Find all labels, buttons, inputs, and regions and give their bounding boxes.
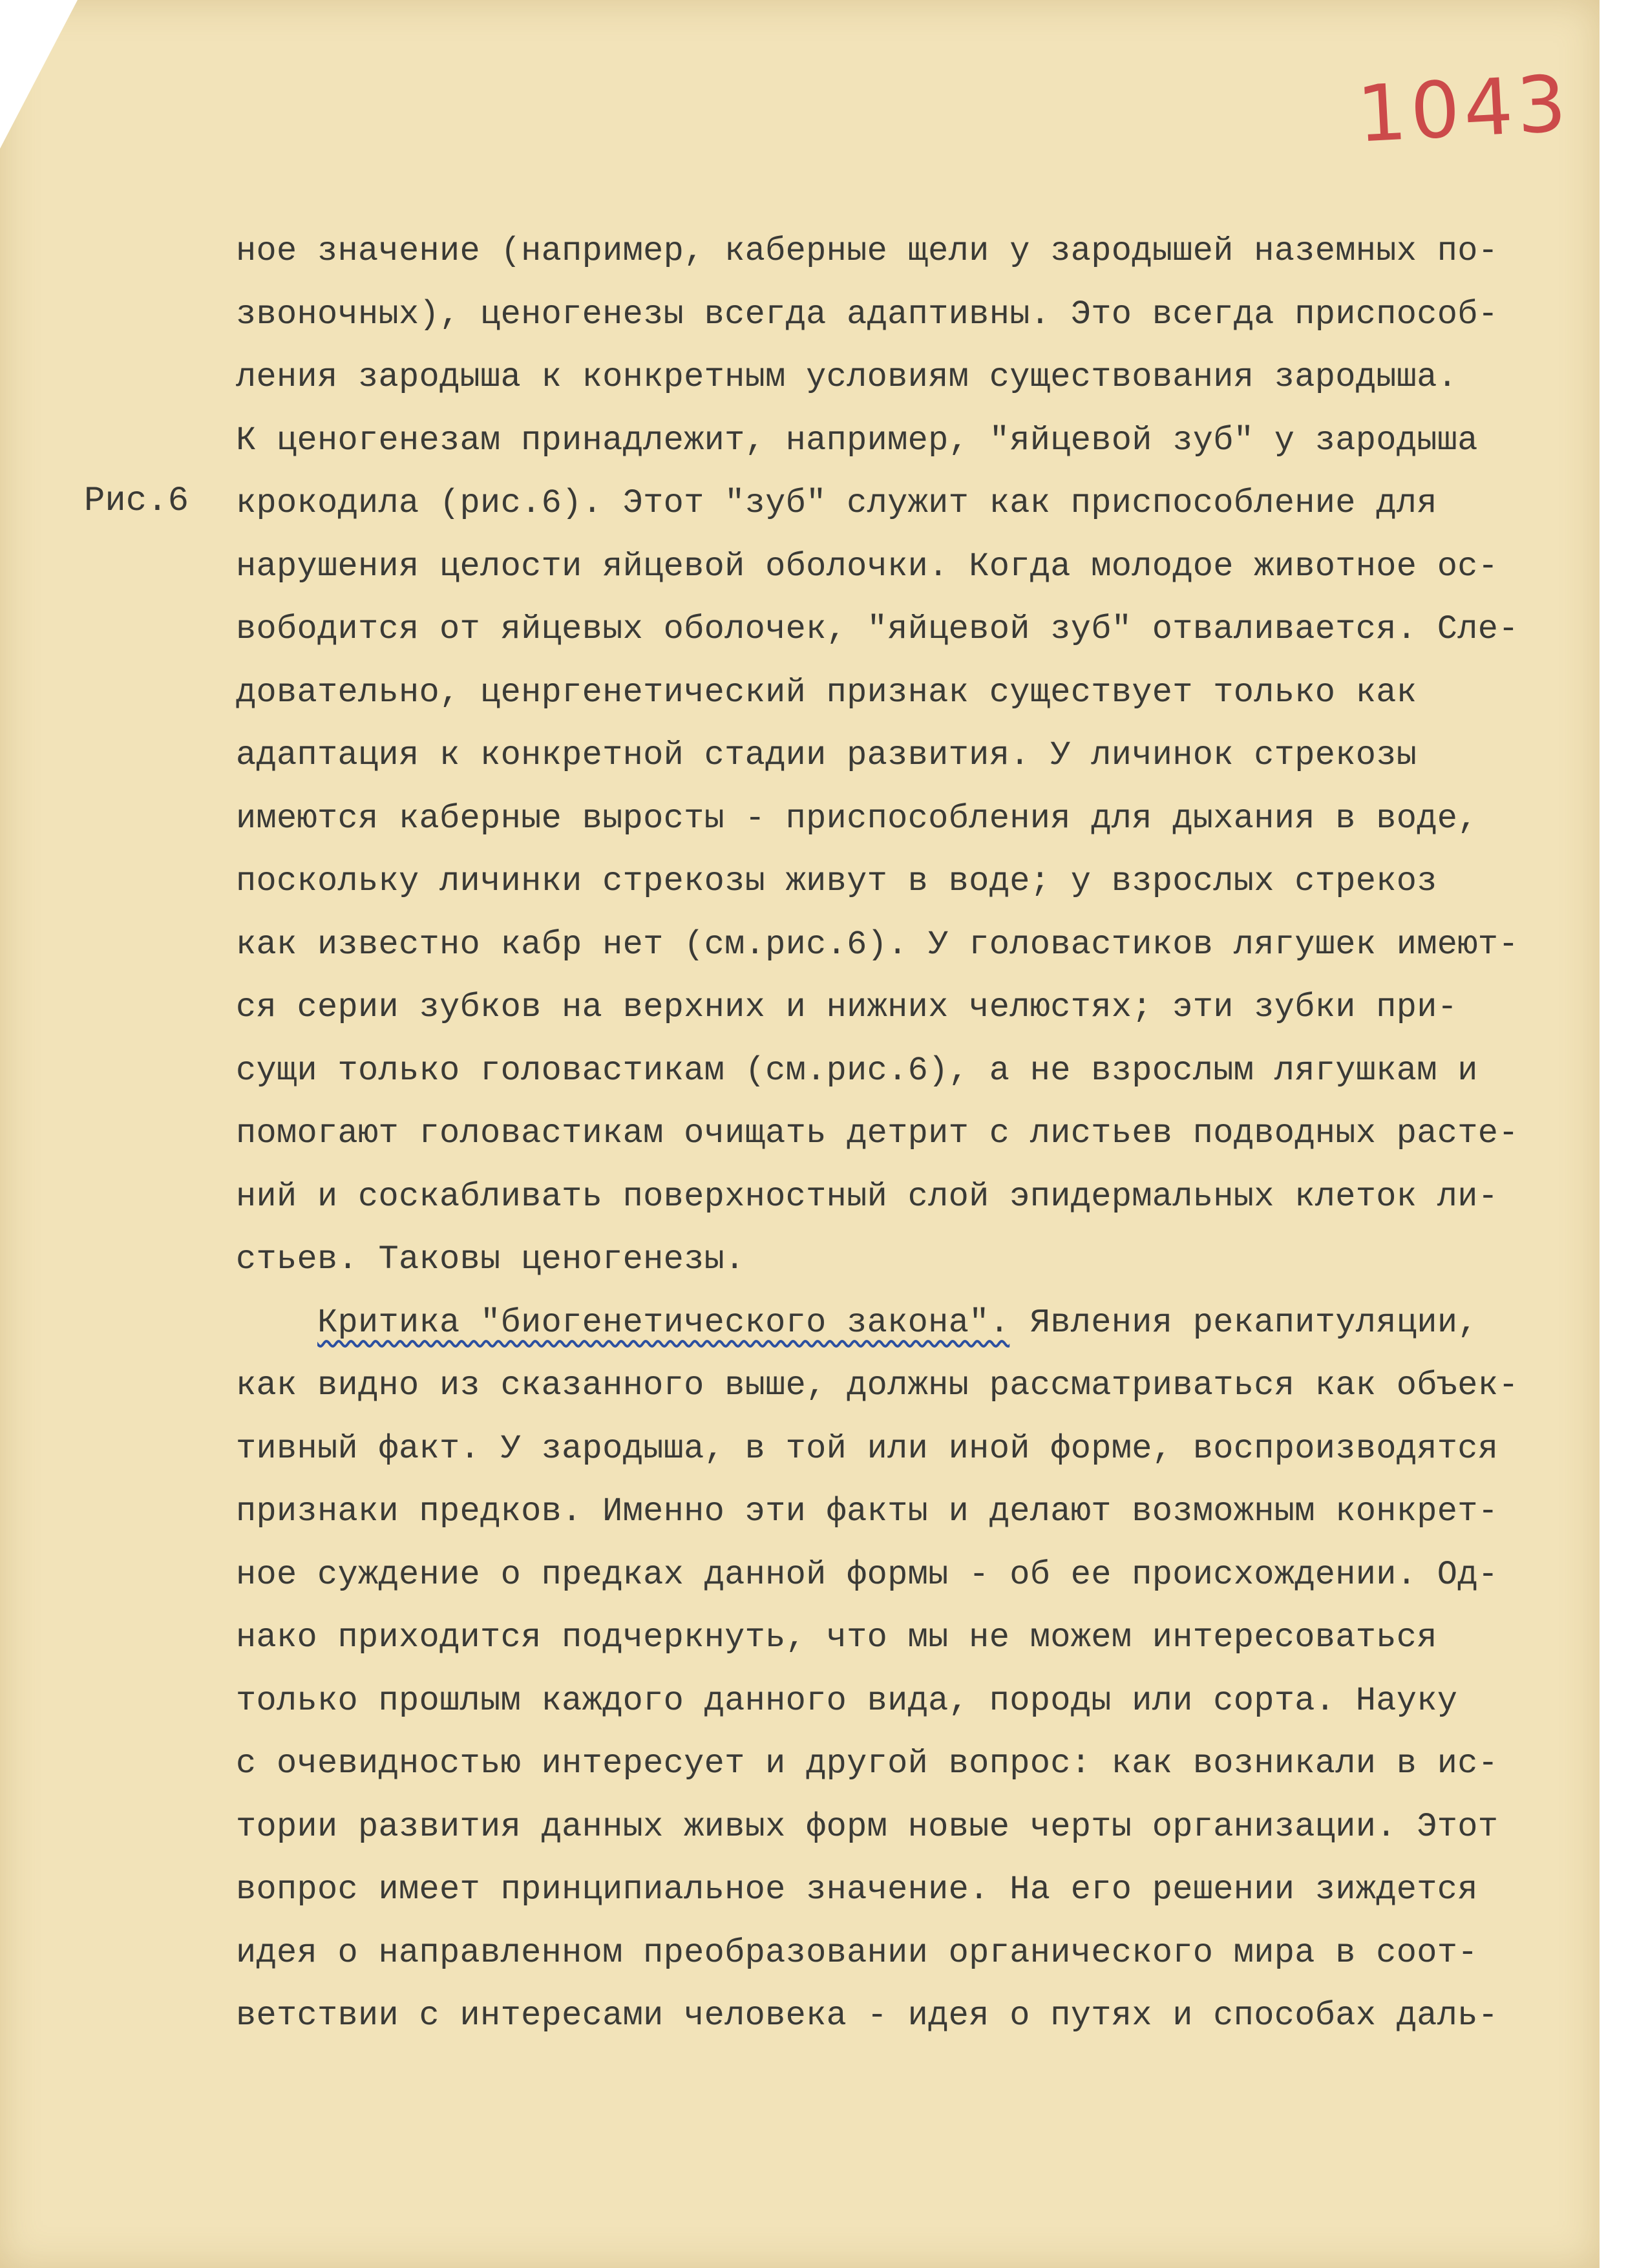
text-line: ное значение (например, каберные щели у зародышей наземных по- bbox=[236, 232, 1499, 270]
text-line: крокодила (рис.6). Этот "зуб" служит как приспособление для bbox=[236, 484, 1437, 522]
text-line: довательно, ценргенетический признак существует только как bbox=[236, 673, 1417, 712]
section-heading: Критика "биогенетического закона". bbox=[317, 1303, 1010, 1342]
text-line: помогают головастикам очищать детрит с листьев подводных расте- bbox=[236, 1114, 1519, 1152]
text-line: имеются каберные выросты - приспособления для дыхания в воде, bbox=[236, 799, 1478, 838]
page-number: 1043 bbox=[1355, 59, 1572, 160]
text-line: ся серии зубков на верхних и нижних челюстях; эти зубки при- bbox=[236, 988, 1458, 1026]
text-line: тории развития данных живых форм новые черты организации. Этот bbox=[236, 1807, 1499, 1846]
text-line: с очевидностью интересует и другой вопрос: как возникали в ис- bbox=[236, 1744, 1499, 1783]
text-line: стьев. Таковы ценогенезы. bbox=[236, 1240, 745, 1278]
text-line: поскольку личинки стрекозы живут в воде; у взрослых стрекоз bbox=[236, 862, 1437, 900]
text-line: нарушения целости яйцевой оболочки. Когда молодое животное ос- bbox=[236, 547, 1499, 586]
text-line: нако приходится подчеркнуть, что мы не можем интересоваться bbox=[236, 1618, 1437, 1657]
figure-margin-note: Рис.6 bbox=[84, 482, 189, 521]
scan-border bbox=[1600, 0, 1648, 2268]
text-line: вободится от яйцевых оболочек, "яйцевой зуб" отваливается. Сле- bbox=[236, 610, 1519, 648]
text-line: признаки предков. Именно эти факты и делают возможным конкрет- bbox=[236, 1492, 1499, 1531]
text-line: К ценогенезам принадлежит, например, "яйцевой зуб" у зародыша bbox=[236, 421, 1478, 460]
text-line: как известно кабр нет (см.рис.6). У головастиков лягушек имеют- bbox=[236, 925, 1519, 964]
text-line: идея о направленном преобразовании органического мира в соот- bbox=[236, 1933, 1478, 1972]
heading-continuation: Явления рекапитуляции, bbox=[1009, 1303, 1478, 1342]
text-line: ветствии с интересами человека - идея о путях и способах даль- bbox=[236, 1997, 1499, 2035]
text-line: сущи только головастикам (см.рис.6), а не взрослым лягушкам и bbox=[236, 1051, 1478, 1090]
text-line: тивный факт. У зародыша, в той или иной форме, воспроизводятся bbox=[236, 1429, 1499, 1468]
text-line: адаптация к конкретной стадии развития. У личинок стрекозы bbox=[236, 736, 1417, 774]
text-line: ления зародыша к конкретным условиям существования зародыша. bbox=[236, 358, 1458, 396]
text-line: только прошлым каждого данного вида, породы или сорта. Науку bbox=[236, 1681, 1458, 1720]
text-line: звоночных), ценогенезы всегда адаптивны. Это всегда приспособ- bbox=[236, 295, 1499, 334]
torn-corner bbox=[0, 0, 78, 149]
text-line: ний и соскабливать поверхностный слой эпидермальных клеток ли- bbox=[236, 1177, 1499, 1216]
text-line: как видно из сказанного выше, должны рассматриваться как объек- bbox=[236, 1366, 1519, 1404]
text-line: вопрос имеет принципиальное значение. На его решении зиждется bbox=[236, 1871, 1478, 1909]
section-heading-line bbox=[236, 1291, 1606, 1355]
text-line: ное суждение о предках данной формы - об ее происхождении. Од- bbox=[236, 1555, 1499, 1594]
typed-body-text bbox=[236, 220, 1606, 2048]
